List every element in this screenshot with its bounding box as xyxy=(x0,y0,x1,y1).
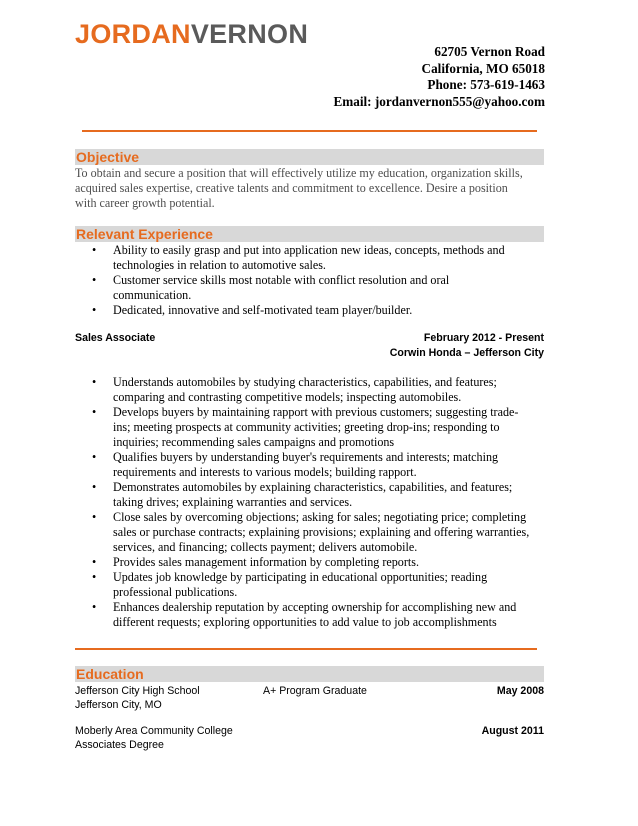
school-name: Moberly Area Community College xyxy=(75,725,233,737)
list-item: • Close sales by overcoming objections; asking for sales; negotiating price; completing sales or purchase contracts; explaining provisions; explaining and offering warranties, services, and financing; collects payment; delivers automobile. xyxy=(92,510,530,554)
experience-divider xyxy=(75,648,537,650)
list-item: • Qualifies buyers by understanding buyer's requirements and interests; matching requirements and interests to various models; building rapport. xyxy=(92,450,499,479)
bullet-icon: • xyxy=(92,600,97,614)
school-degree: Associates Degree xyxy=(75,739,164,751)
school-location: Jefferson City, MO xyxy=(75,699,162,711)
contact-block xyxy=(333,44,545,110)
list-item: • Enhances dealership reputation by accepting ownership for accomplishing new and different requests; exploring opportunities to add value to job accomplishments xyxy=(92,600,517,629)
school-program: A+ Program Graduate xyxy=(263,685,367,697)
job-title: Sales Associate xyxy=(75,332,156,344)
school-date: May 2008 xyxy=(496,685,544,697)
bullet-icon: • xyxy=(92,405,97,419)
education-heading: Education xyxy=(75,666,544,682)
list-item: • Demonstrates automobiles by explaining characteristics, capabilities, and features; taking drives; explaining warranties and services. xyxy=(92,480,513,509)
phone-line: Phone: 573-619-1463 xyxy=(427,77,545,92)
experience-bullets xyxy=(92,243,544,318)
bullet-icon: • xyxy=(92,450,97,464)
list-item: • Ability to easily grasp and put into application new ideas, concepts, methods and technologies in relation to automotive sales. xyxy=(92,243,505,272)
bullet-icon: • xyxy=(92,375,97,389)
job-dates: February 2012 - Present xyxy=(423,332,544,344)
job-title-row xyxy=(75,330,544,346)
job-bullets xyxy=(92,375,550,630)
employer: Corwin Honda – Jefferson City xyxy=(389,347,544,359)
list-item: • Develops buyers by maintaining rapport with previous customers; suggesting trade- ins; meeting prospects at community activities; greeting drop-ins; responding to inquiries; recommending sales campaigns and promotions xyxy=(92,405,519,449)
bullet-icon: • xyxy=(92,243,97,257)
address-line: 62705 Vernon Road xyxy=(434,44,545,59)
email-line: Email: jordanvernon555@yahoo.com xyxy=(333,93,545,109)
objective-line: acquired sales expertise, creative talents and commitment to excellence. Desire a position xyxy=(75,181,508,195)
objective-line: with career growth potential. xyxy=(75,196,215,210)
bullet-icon: • xyxy=(92,555,97,569)
list-item: • Provides sales management information by completing reports. xyxy=(92,555,419,569)
bullet-icon: • xyxy=(92,570,97,584)
bullet-icon: • xyxy=(92,480,97,494)
education-entry-2 xyxy=(75,724,544,752)
list-item: • Updates job knowledge by participating in educational opportunities; reading professional publications. xyxy=(92,570,488,599)
objective-heading: Objective xyxy=(75,149,544,165)
list-item: • Understands automobiles by studying characteristics, capabilities, and features; comparing and contrasting competitive models; inspecting automobiles. xyxy=(92,375,497,404)
school-date: August 2011 xyxy=(481,725,544,737)
bullet-icon: • xyxy=(92,273,97,287)
experience-heading: Relevant Experience xyxy=(75,226,544,242)
bullet-icon: • xyxy=(92,510,97,524)
city-line: California, MO 65018 xyxy=(421,60,545,76)
list-item: • Customer service skills most notable with conflict resolution and oral communication. xyxy=(92,273,450,302)
last-name: VERNON xyxy=(190,19,309,49)
school-name: Jefferson City High School xyxy=(75,685,200,697)
list-item: • Dedicated, innovative and self-motivated team player/builder. xyxy=(92,303,413,317)
education-entry-1 xyxy=(75,684,544,712)
first-name: JORDAN xyxy=(75,19,191,49)
bullet-icon: • xyxy=(92,303,97,317)
objective-text xyxy=(75,166,547,211)
applicant-name xyxy=(75,18,308,50)
objective-line: To obtain and secure a position that will effectively utilize my education, organization skills, xyxy=(75,166,523,180)
header-divider xyxy=(82,130,537,132)
